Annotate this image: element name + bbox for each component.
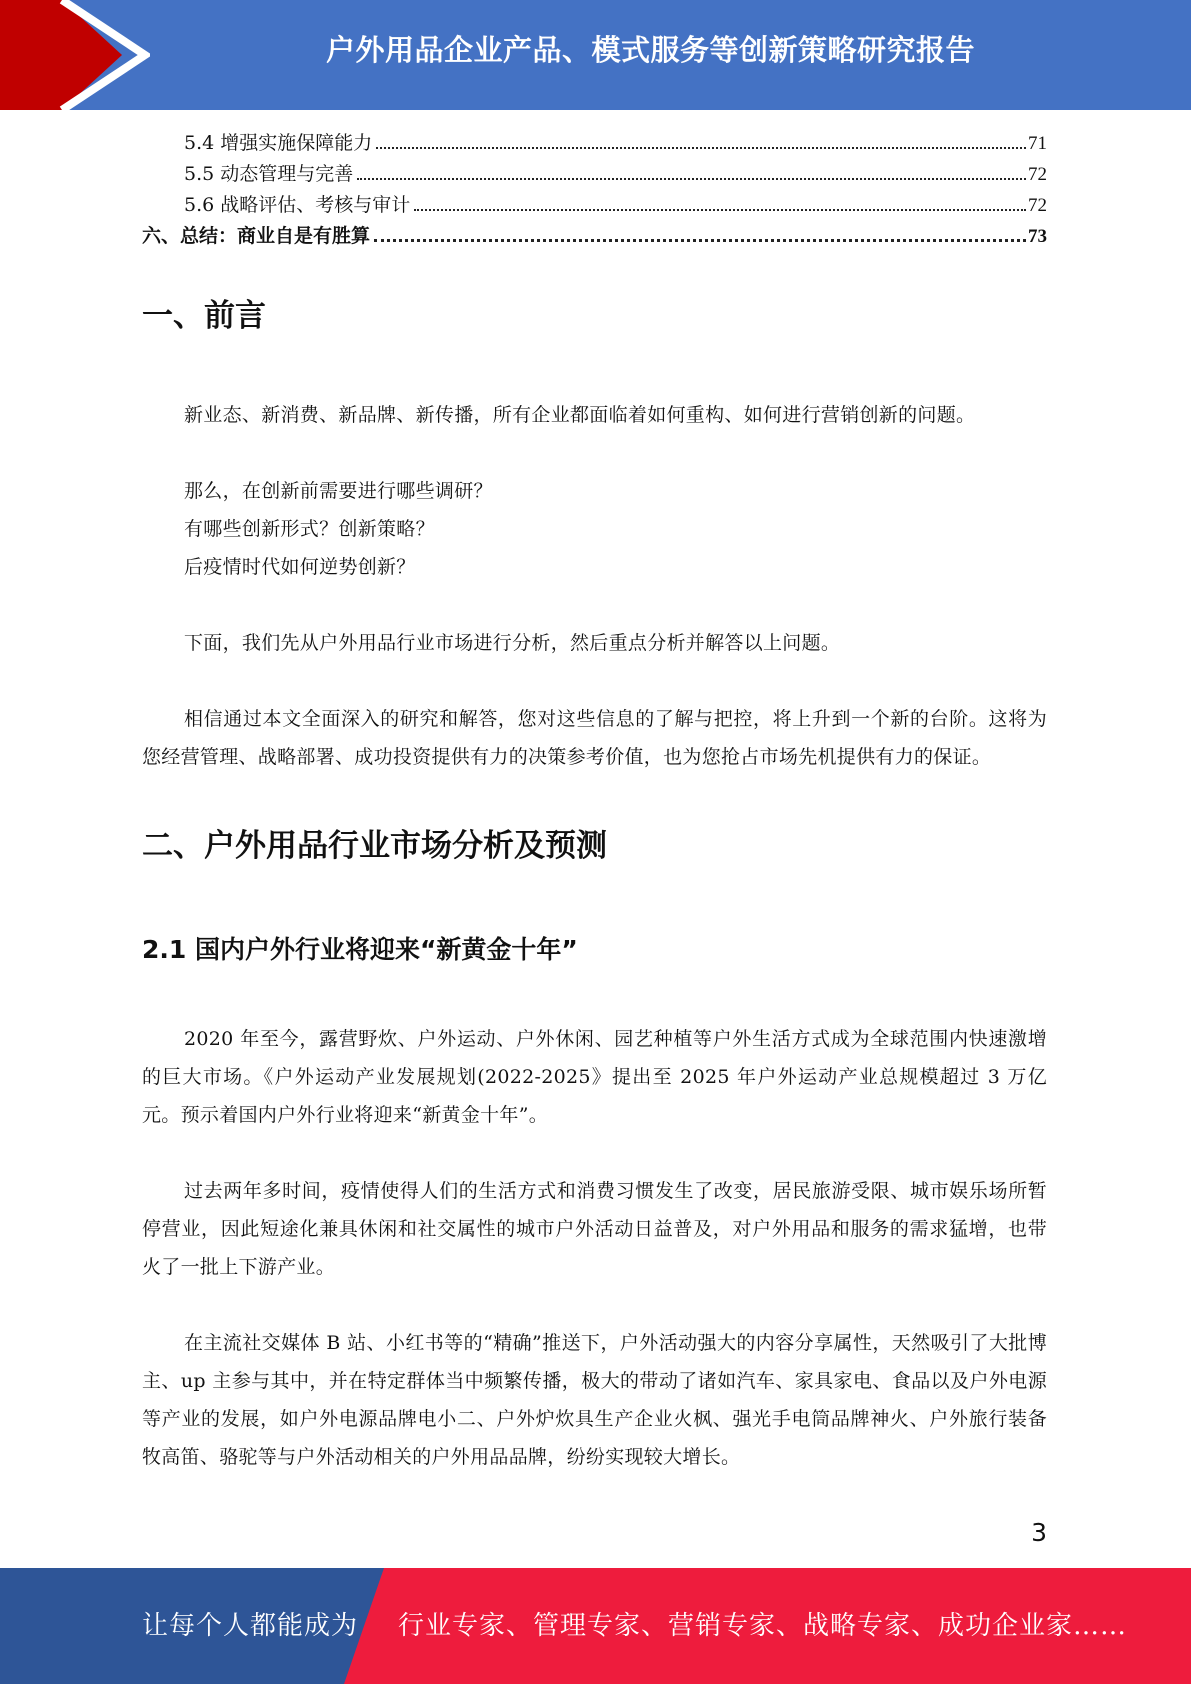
- paragraph: 2020 年至今，露营野炊、户外运动、户外休闲、园艺种植等户外生活方式成为全球范围内快速激增的巨大市场。《户外运动产业发展规划(2022-2025》提出至 2025 年户外运动产业总规模超过 3 万亿元。预示着国内户外行业将迎来“新黄金十年”。: [142, 1028, 1047, 1126]
- subsection-heading: 2.1 国内户外行业将迎来“新黄金十年”: [142, 935, 578, 964]
- footer-slogan-left: 让每个人都能成为: [142, 1611, 359, 1641]
- toc-entry-title: 5.4 增强实施保障能力: [184, 132, 373, 154]
- toc-entry-title: 5.5 动态管理与完善: [184, 163, 354, 185]
- paragraph: 新业态、新消费、新品牌、新传播，所有企业都面临着如何重构、如何进行营销创新的问题。: [184, 404, 976, 426]
- toc-entry-title: 5.6 战略评估、考核与审计: [184, 194, 411, 216]
- paragraph: 下面，我们先从户外用品行业市场进行分析，然后重点分析并解答以上问题。: [184, 632, 841, 654]
- toc-entry-title: 六、总结：商业自是有胜算: [142, 225, 371, 247]
- toc-entry-page: 71: [1028, 133, 1047, 154]
- question-line: 那么，在创新前需要进行哪些调研？: [184, 480, 493, 502]
- footer-slogan-right: 行业专家、管理专家、营销专家、战略专家、成功企业家……: [398, 1611, 1128, 1641]
- question-line: 后疫情时代如何逆势创新？: [184, 556, 416, 578]
- question-line: 有哪些创新形式？创新策略？: [184, 518, 435, 540]
- toc-leader-dots: [376, 147, 1026, 149]
- toc-entry[interactable]: [142, 221, 1047, 252]
- section-heading-market: 二、户外用品行业市场分析及预测: [142, 828, 607, 864]
- header-arrow-decoration: [0, 0, 150, 110]
- footer-band: [0, 1568, 1191, 1684]
- section-heading-preface: 一、前言: [142, 298, 266, 334]
- toc-entry-page: 72: [1028, 195, 1047, 216]
- document-body: [142, 290, 1047, 1476]
- toc-leader-dots: [357, 178, 1026, 180]
- toc-entry[interactable]: [142, 159, 1047, 190]
- toc-entry-page: 72: [1028, 164, 1047, 185]
- paragraph: 过去两年多时间，疫情使得人们的生活方式和消费习惯发生了改变，居民旅游受限、城市娱乐场所暂停营业，因此短途化兼具休闲和社交属性的城市户外活动日益普及，对户外用品和服务的需求猛增，也带火了一批上下游产业。: [142, 1180, 1047, 1278]
- toc-entry[interactable]: [142, 128, 1047, 159]
- toc-entry-page: 73: [1028, 226, 1047, 247]
- table-of-contents: [142, 128, 1047, 252]
- toc-entry[interactable]: [142, 190, 1047, 221]
- toc-leader-dots: [374, 239, 1026, 242]
- report-title: 户外用品企业产品、模式服务等创新策略研究报告: [325, 33, 975, 67]
- header-band: [0, 0, 1191, 110]
- toc-leader-dots: [414, 209, 1026, 211]
- paragraph: 相信通过本文全面深入的研究和解答，您对这些信息的了解与把控，将上升到一个新的台阶。这将为您经营管理、战略部署、成功投资提供有力的决策参考价值，也为您抢占市场先机提供有力的保证。: [142, 708, 1047, 768]
- paragraph: 在主流社交媒体 B 站、小红书等的“精确”推送下，户外活动强大的内容分享属性，天然吸引了大批博主、up 主参与其中，并在特定群体当中频繁传播，极大的带动了诸如汽车、家具家电、食品以及户外电源等产业的发展，如户外电源品牌电小二、户外炉炊具生产企业火枫、强光手电筒品牌神火、户外旅行装备牧高笛、骆驼等与户外活动相关的户外用品品牌，纷纷实现较大增长。: [142, 1332, 1047, 1468]
- page-number: 3: [1031, 1518, 1047, 1547]
